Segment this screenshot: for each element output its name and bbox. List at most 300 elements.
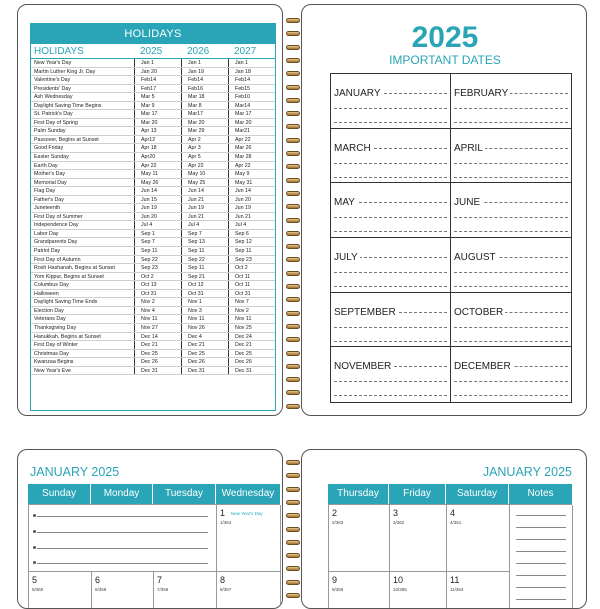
day-count: 10/355 (393, 587, 407, 592)
write-line (37, 532, 208, 533)
spiral-coil (286, 85, 300, 90)
spiral-coil (286, 111, 300, 116)
holiday-date: Sep 7 (181, 230, 228, 238)
holidays-title: HOLIDAYS (31, 24, 275, 44)
write-line (334, 395, 447, 396)
holiday-date: Apr 3 (181, 144, 228, 152)
spiral-coil (286, 593, 300, 598)
month-cell-july[interactable] (331, 238, 451, 293)
holiday-name: Rosh Hashanah, Begins at Sunset (34, 265, 115, 272)
holiday-date: Mar 20 (228, 119, 275, 127)
write-line (37, 563, 208, 564)
holiday-name: Good Friday (34, 145, 64, 152)
holiday-date: Jan 1 (134, 59, 181, 67)
spiral-coil (286, 297, 300, 302)
write-line (454, 286, 568, 287)
holiday-name: Independence Day (34, 222, 79, 229)
holiday-date: Sep 11 (228, 247, 275, 255)
month-cell-april[interactable] (451, 129, 571, 184)
day-cell-jan1[interactable] (217, 505, 281, 572)
day-header-saturday: Saturday (446, 484, 509, 504)
write-line (454, 177, 568, 178)
holiday-date: Apr 22 (181, 162, 228, 170)
holiday-date: Sep 11 (181, 247, 228, 255)
holiday-date: Dec 31 (228, 367, 275, 375)
holiday-date: Mar17 (181, 110, 228, 118)
spiral-coil (286, 164, 300, 169)
day-count: 8/357 (220, 587, 232, 592)
holiday-row (31, 367, 275, 376)
holiday-name: St. Patrick's Day (34, 111, 73, 118)
day-number: 2 (332, 508, 338, 518)
holiday-date: Sep 22 (181, 256, 228, 264)
bullet-dot (33, 561, 36, 564)
holiday-row (31, 170, 275, 179)
month-cell-december[interactable] (451, 347, 571, 402)
write-line (37, 516, 208, 517)
holiday-date: Jun 21 (228, 213, 275, 221)
month-cell-may[interactable] (331, 183, 451, 238)
spiral-coil (286, 460, 300, 465)
holiday-date: Nov 2 (228, 307, 275, 315)
spiral-coil (286, 404, 300, 409)
holiday-date: Apr 13 (134, 127, 181, 135)
holiday-date: Mar 18 (181, 93, 228, 101)
write-line (334, 286, 447, 287)
holiday-name: Juneteenth (34, 205, 61, 212)
write-line (454, 108, 568, 109)
months-grid (330, 73, 572, 403)
spiral-coil (286, 390, 300, 395)
write-line (454, 395, 568, 396)
holiday-name: Halloween (34, 290, 59, 297)
holiday-row (31, 119, 275, 128)
holiday-date: Dec 25 (181, 350, 228, 358)
holiday-name: Labor Day (34, 230, 59, 237)
holiday-name: Patriot Day (34, 248, 61, 255)
spiral-coil (286, 324, 300, 329)
holiday-date: Nov 11 (228, 315, 275, 323)
month-cell-june[interactable] (451, 183, 571, 238)
holiday-date: Jan 1 (181, 59, 228, 67)
holiday-date: Oct 12 (181, 281, 228, 289)
holiday-date: Sep 12 (228, 238, 275, 246)
holiday-date: Jan 18 (228, 68, 275, 76)
note-line (516, 539, 566, 540)
holiday-name: First Day of Spring (34, 119, 78, 126)
write-line (334, 272, 447, 273)
weekday-header-left (28, 484, 280, 504)
day-number: 6 (95, 575, 101, 585)
notes-column[interactable] (510, 505, 573, 609)
day-count: 1/364 (220, 520, 232, 525)
holiday-row (31, 333, 275, 342)
holiday-date: Nov 26 (181, 324, 228, 332)
write-line (37, 548, 208, 549)
holiday-date: Oct 31 (181, 290, 228, 298)
important-dates-subtitle: IMPORTANT DATES (389, 53, 501, 67)
holiday-date: Sep 6 (228, 230, 275, 238)
holiday-name: Earth Day (34, 162, 58, 169)
holiday-date: Dec 21 (181, 341, 228, 349)
holiday-date: Jan 20 (134, 68, 181, 76)
holiday-date: Oct 11 (228, 281, 275, 289)
holiday-date: Feb14 (181, 76, 228, 84)
month-name: MARCH (334, 142, 371, 154)
day-count: 11/354 (450, 587, 464, 592)
write-line (334, 217, 447, 218)
holiday-date: Apr12 (134, 136, 181, 144)
holiday-date: Sep 11 (181, 264, 228, 272)
day-cell-jan4[interactable] (447, 505, 510, 572)
holiday-row (31, 162, 275, 171)
holiday-date: May 10 (181, 170, 228, 178)
month-cell-january[interactable] (331, 74, 451, 129)
holiday-date: Dec 31 (181, 367, 228, 375)
write-line (334, 122, 447, 123)
month-name: JUNE (454, 197, 481, 209)
holiday-date: Feb10 (228, 93, 275, 101)
holiday-date: Mar 20 (181, 119, 228, 127)
holiday-row (31, 221, 275, 230)
header-holidays: HOLIDAYS (34, 46, 84, 57)
day-cell-jan9[interactable] (329, 572, 390, 609)
spiral-coil (286, 138, 300, 143)
holiday-date: May 9 (228, 170, 275, 178)
note-line (516, 527, 566, 528)
day-header-friday: Friday (389, 484, 446, 504)
holiday-row (31, 153, 275, 162)
holiday-name: Veterans Day (34, 316, 66, 323)
holiday-date: Dec 24 (228, 333, 275, 341)
holiday-date: Mar 20 (134, 119, 181, 127)
day-count: 2/363 (332, 520, 344, 525)
day-cell-jan8[interactable] (217, 572, 281, 609)
holiday-row (31, 110, 275, 119)
holiday-name: Thanksgiving Day (34, 324, 77, 331)
month-cell-february[interactable] (451, 74, 571, 129)
holiday-date: Dec 26 (181, 358, 228, 366)
holiday-row (31, 290, 275, 299)
bullet-dot (33, 514, 36, 517)
spiral-coil (286, 257, 300, 262)
january-right-page (301, 449, 587, 609)
holiday-name: Easter Sunday (34, 154, 69, 161)
holiday-date: Sep 21 (181, 273, 228, 281)
holiday-row (31, 298, 275, 307)
holiday-date: Feb16 (181, 85, 228, 93)
spiral-coil (286, 500, 300, 505)
holiday-date: Jun 14 (181, 187, 228, 195)
holiday-date: Dec 25 (228, 350, 275, 358)
holiday-row (31, 315, 275, 324)
month-cell-march[interactable] (331, 129, 451, 184)
holiday-date: Dec 26 (134, 358, 181, 366)
holiday-date: Jul 4 (181, 221, 228, 229)
spiral-coil (286, 231, 300, 236)
day-header-sunday: Sunday (28, 484, 91, 504)
holiday-date: Sep 23 (134, 264, 181, 272)
holiday-row (31, 59, 275, 68)
week1-notes-area[interactable] (29, 505, 217, 572)
holiday-name: Daylight Saving Time Begins (34, 102, 102, 109)
write-line (454, 231, 568, 232)
month-name: MAY (334, 197, 355, 209)
holiday-date: Dec 21 (134, 341, 181, 349)
day-count: 9/356 (332, 587, 344, 592)
holiday-date: Dec 26 (228, 358, 275, 366)
holiday-date: Apr 5 (181, 153, 228, 161)
day-number: 11 (450, 575, 460, 585)
note-line (516, 575, 566, 576)
holiday-row (31, 144, 275, 153)
holiday-date: Sep 11 (134, 247, 181, 255)
holiday-date: Apr 2 (181, 136, 228, 144)
holiday-date: Nov 1 (181, 298, 228, 306)
holiday-date: Jun 19 (228, 204, 275, 212)
holiday-row (31, 273, 275, 282)
notes-header: Notes (509, 484, 572, 504)
spiral-coil (286, 178, 300, 183)
day-number: 7 (157, 575, 163, 585)
spiral-coil (286, 311, 300, 316)
holiday-date: Mar 28 (228, 153, 275, 161)
holiday-date: May 31 (228, 179, 275, 187)
note-line (516, 515, 566, 516)
holiday-date: Dec 31 (134, 367, 181, 375)
day-cell-jan2[interactable] (329, 505, 390, 572)
holiday-date: Apr 22 (134, 162, 181, 170)
holiday-name: Flag Day (34, 188, 56, 195)
holiday-date: Jun 19 (134, 204, 181, 212)
holiday-row (31, 256, 275, 265)
holiday-date: Oct 31 (228, 290, 275, 298)
holiday-date: Dec 14 (134, 333, 181, 341)
holiday-date: Mar 9 (134, 102, 181, 110)
spiral-coil (286, 351, 300, 356)
note-line (516, 587, 566, 588)
month-name: JULY (334, 252, 358, 263)
holiday-name: Hanukkah, Begins at Sunset (34, 333, 101, 340)
holiday-date: Feb14 (134, 76, 181, 84)
holiday-date: Mar 17 (228, 110, 275, 118)
holiday-date: Jun 21 (181, 213, 228, 221)
holiday-date: Nov 27 (134, 324, 181, 332)
holiday-date: Mar 17 (134, 110, 181, 118)
month-name: OCTOBER (454, 306, 504, 318)
holiday-date: Dec 25 (134, 350, 181, 358)
holiday-date: Jun 20 (228, 196, 275, 204)
day-number: 9 (332, 575, 338, 585)
day-number: 10 (393, 575, 404, 585)
holiday-date: Feb15 (228, 85, 275, 93)
header-2027: 2027 (234, 46, 257, 57)
holiday-date: Jun 21 (181, 196, 228, 204)
holiday-row (31, 93, 275, 102)
holiday-row (31, 350, 275, 359)
holiday-date: Jan 1 (228, 59, 275, 67)
header-2025: 2025 (140, 46, 163, 57)
day-cell-jan10[interactable] (390, 572, 447, 609)
day-cell-jan3[interactable] (390, 505, 447, 572)
bullet-dot (33, 530, 36, 533)
month-name: SEPTEMBER (334, 306, 396, 318)
month-cell-november[interactable] (331, 347, 451, 402)
holiday-date: Nov 3 (181, 307, 228, 315)
day-cell-jan6[interactable] (92, 572, 154, 609)
holiday-name: Memorial Day (34, 179, 67, 186)
holiday-name: New Year's Eve (34, 367, 71, 374)
spiral-coil (286, 527, 300, 532)
spiral-coil (286, 31, 300, 36)
holiday-date: Jun 14 (134, 187, 181, 195)
day-header-wednesday: Wednesday (216, 484, 280, 504)
day-cell-jan7[interactable] (154, 572, 217, 609)
holiday-date: Mar 5 (134, 93, 181, 101)
month-name: DECEMBER (454, 361, 511, 373)
year-title: 2025 (411, 21, 479, 54)
holiday-row (31, 264, 275, 273)
calendar-grid-right (328, 504, 572, 609)
holiday-date: Nov 11 (134, 315, 181, 323)
holiday-row (31, 136, 275, 145)
month-cell-august[interactable] (451, 238, 571, 293)
holiday-name: Yom Kippur, Begins at Sunset (34, 273, 104, 280)
holiday-name: Father's Day (34, 196, 64, 203)
holiday-row (31, 307, 275, 316)
write-line (454, 327, 568, 328)
holiday-row (31, 127, 275, 136)
holiday-name: Passover, Begins at Sunset (34, 136, 99, 143)
write-line (454, 163, 568, 164)
write-line (334, 341, 447, 342)
holiday-date: Mar21 (228, 127, 275, 135)
header-2026: 2026 (187, 46, 210, 57)
holiday-date: Oct 2 (228, 264, 275, 272)
holiday-date: Jul 4 (134, 221, 181, 229)
write-line (454, 381, 568, 382)
holiday-row (31, 213, 275, 222)
spiral-coil (286, 487, 300, 492)
holiday-name: Valentine's Day (34, 77, 71, 84)
day-number: 3 (393, 508, 399, 518)
holiday-row (31, 204, 275, 213)
write-line (334, 163, 447, 164)
holiday-date: Oct 13 (134, 281, 181, 289)
day-number: 5 (32, 575, 38, 585)
holiday-name: Martin Luther King Jr. Day (34, 68, 96, 75)
day-header-thursday: Thursday (328, 484, 389, 504)
spiral-coil (286, 473, 300, 478)
spiral-coil (286, 580, 300, 585)
holiday-date: Nov 4 (134, 307, 181, 315)
holiday-row (31, 68, 275, 77)
holiday-date: Mar 8 (181, 102, 228, 110)
holiday-date: Sep 1 (134, 230, 181, 238)
spiral-coil (286, 553, 300, 558)
holiday-date: May 26 (134, 179, 181, 187)
january-left-page (17, 449, 283, 609)
holiday-name: Columbus Day (34, 282, 69, 289)
holiday-row (31, 196, 275, 205)
month-cell-october[interactable] (451, 293, 571, 348)
holiday-row (31, 85, 275, 94)
write-line (334, 381, 447, 382)
holiday-date: Apr 18 (134, 144, 181, 152)
spiral-coil (286, 151, 300, 156)
holiday-date: Sep 7 (134, 238, 181, 246)
holiday-name: Kwanzaa Begins (34, 359, 74, 366)
holiday-row (31, 341, 275, 350)
spiral-coil (286, 271, 300, 276)
spiral-coil (286, 71, 300, 76)
holiday-date: Jun 14 (228, 187, 275, 195)
spiral-coil (286, 244, 300, 249)
month-name: FEBRUARY (454, 88, 509, 99)
spiral-coil (286, 364, 300, 369)
important-dates-page (301, 4, 587, 416)
spiral-coil (286, 566, 300, 571)
write-line (454, 272, 568, 273)
spiral-coil (286, 98, 300, 103)
spiral-coil (286, 204, 300, 209)
write-line (454, 122, 568, 123)
day-header-monday: Monday (91, 484, 153, 504)
day-count: 4/361 (450, 520, 462, 525)
month-cell-september[interactable] (331, 293, 451, 348)
day-count: 7/358 (157, 587, 169, 592)
write-line (334, 231, 447, 232)
holidays-table (30, 23, 276, 411)
spiral-coil (286, 540, 300, 545)
holiday-date: Dec 21 (228, 341, 275, 349)
holiday-name: New Year's Day (34, 60, 72, 66)
day-number: 1 (220, 508, 226, 518)
spiral-coil (286, 191, 300, 196)
write-line (334, 177, 447, 178)
write-line (334, 108, 447, 109)
holiday-date: May 25 (181, 179, 228, 187)
calendar-grid-left (28, 504, 280, 609)
holiday-date: Feb17 (134, 85, 181, 93)
holidays-page (17, 4, 283, 416)
weekday-header-right (328, 484, 572, 504)
holiday-date: Mar 26 (228, 144, 275, 152)
spiral-coil (286, 337, 300, 342)
holiday-name: Daylight Saving Time Ends (34, 299, 98, 306)
write-line (334, 327, 447, 328)
holiday-name: Palm Sunday (34, 128, 66, 135)
day-cell-jan5[interactable] (29, 572, 92, 609)
holiday-name: First Day of Winter (34, 342, 78, 349)
holiday-row (31, 179, 275, 188)
note-line (516, 563, 566, 564)
holiday-row (31, 324, 275, 333)
day-header-tuesday: Tuesday (153, 484, 216, 504)
holiday-date: Nov 2 (134, 298, 181, 306)
write-line (454, 341, 568, 342)
holiday-row (31, 230, 275, 239)
holiday-name: First Day of Summer (34, 213, 83, 220)
holiday-date: Oct 31 (134, 290, 181, 298)
spiral-coil (286, 58, 300, 63)
holiday-name: Christmas Day (34, 350, 69, 357)
day-cell-jan11[interactable] (447, 572, 510, 609)
spiral-coil (286, 124, 300, 129)
spiral-coil (286, 45, 300, 50)
day-count: 3/362 (393, 520, 405, 525)
holiday-date: Sep 22 (134, 256, 181, 264)
